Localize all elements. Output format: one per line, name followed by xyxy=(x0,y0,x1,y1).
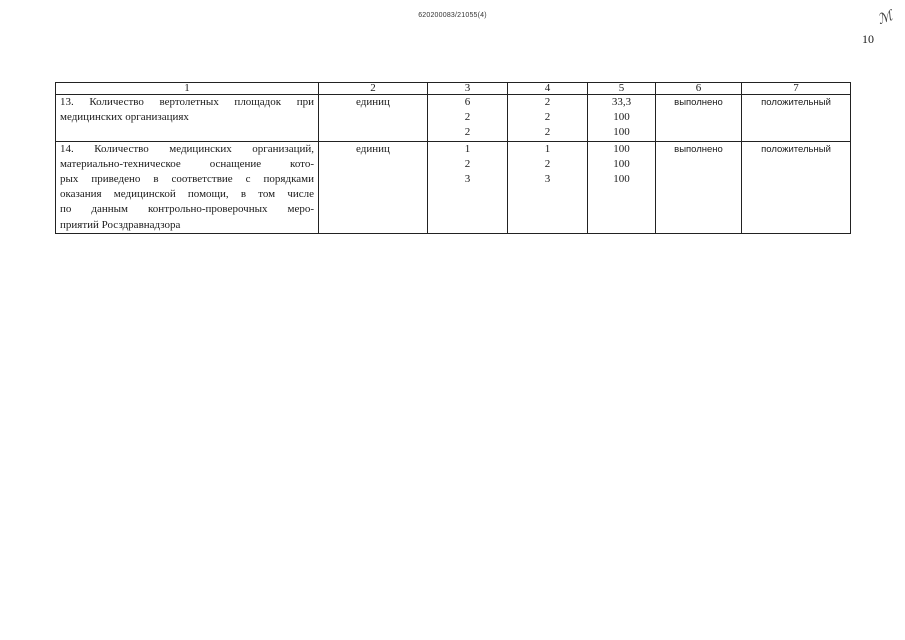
value-cell-col5 xyxy=(588,141,656,233)
unit-cell: единиц xyxy=(319,95,428,142)
column-number-row xyxy=(56,83,851,95)
assessment-cell: положительный xyxy=(742,141,851,233)
status-cell: выполнено xyxy=(656,141,742,233)
value: 1 xyxy=(464,142,471,155)
value: 100 xyxy=(613,111,630,124)
value-cell-col5 xyxy=(588,95,656,142)
value: 2 xyxy=(544,96,551,108)
indicator-line: медицинских организациях xyxy=(60,111,189,124)
value: 2 xyxy=(464,111,471,124)
page-number: 10 xyxy=(862,32,874,46)
value: 100 xyxy=(613,173,630,186)
indicator-line: оказания медицинской помощи, в том числе xyxy=(60,188,314,201)
value: 100 xyxy=(613,157,630,170)
value-cell-col4 xyxy=(508,95,588,142)
value: 2 xyxy=(544,111,551,124)
column-number-2: 2 xyxy=(319,83,428,95)
indicators-table xyxy=(55,82,851,234)
handwritten-mark: ℳ xyxy=(875,8,896,29)
column-number-7: 7 xyxy=(742,83,851,95)
value: 2 xyxy=(544,126,551,139)
value: 6 xyxy=(464,96,471,108)
column-number-3: 3 xyxy=(428,83,508,95)
value: 3 xyxy=(464,173,471,186)
unit-cell: единиц xyxy=(319,141,428,233)
value: 1 xyxy=(544,142,551,155)
status-cell: выполнено xyxy=(656,95,742,142)
indicator-cell xyxy=(56,141,319,233)
indicator-cell xyxy=(56,95,319,142)
value: 2 xyxy=(544,157,551,170)
indicator-line: рых приведено в соответствие с порядками xyxy=(60,173,314,186)
indicator-line: 13. Количество вертолетных площадок при xyxy=(60,96,314,108)
indicator-line: приятий Росздравнадзора xyxy=(60,218,181,231)
value: 100 xyxy=(613,142,630,155)
indicator-line: 14. Количество медицинских организаций, xyxy=(60,142,314,155)
value: 2 xyxy=(464,157,471,170)
column-number-1: 1 xyxy=(56,83,319,95)
value: 100 xyxy=(613,126,630,139)
table-row xyxy=(56,141,851,233)
value-cell-col3 xyxy=(428,95,508,142)
value: 33,3 xyxy=(611,96,632,108)
indicator-line: по данным контрольно-проверочных меро- xyxy=(60,203,314,216)
value: 3 xyxy=(544,173,551,186)
column-number-6: 6 xyxy=(656,83,742,95)
table-row xyxy=(56,95,851,142)
indicator-line: материально-техническое оснащение кото- xyxy=(60,157,314,170)
column-number-5: 5 xyxy=(588,83,656,95)
value-cell-col4 xyxy=(508,141,588,233)
document-code: 620200083/21055(4) xyxy=(418,12,487,19)
value: 2 xyxy=(464,126,471,139)
value-cell-col3 xyxy=(428,141,508,233)
column-number-4: 4 xyxy=(508,83,588,95)
assessment-cell: положительный xyxy=(742,95,851,142)
